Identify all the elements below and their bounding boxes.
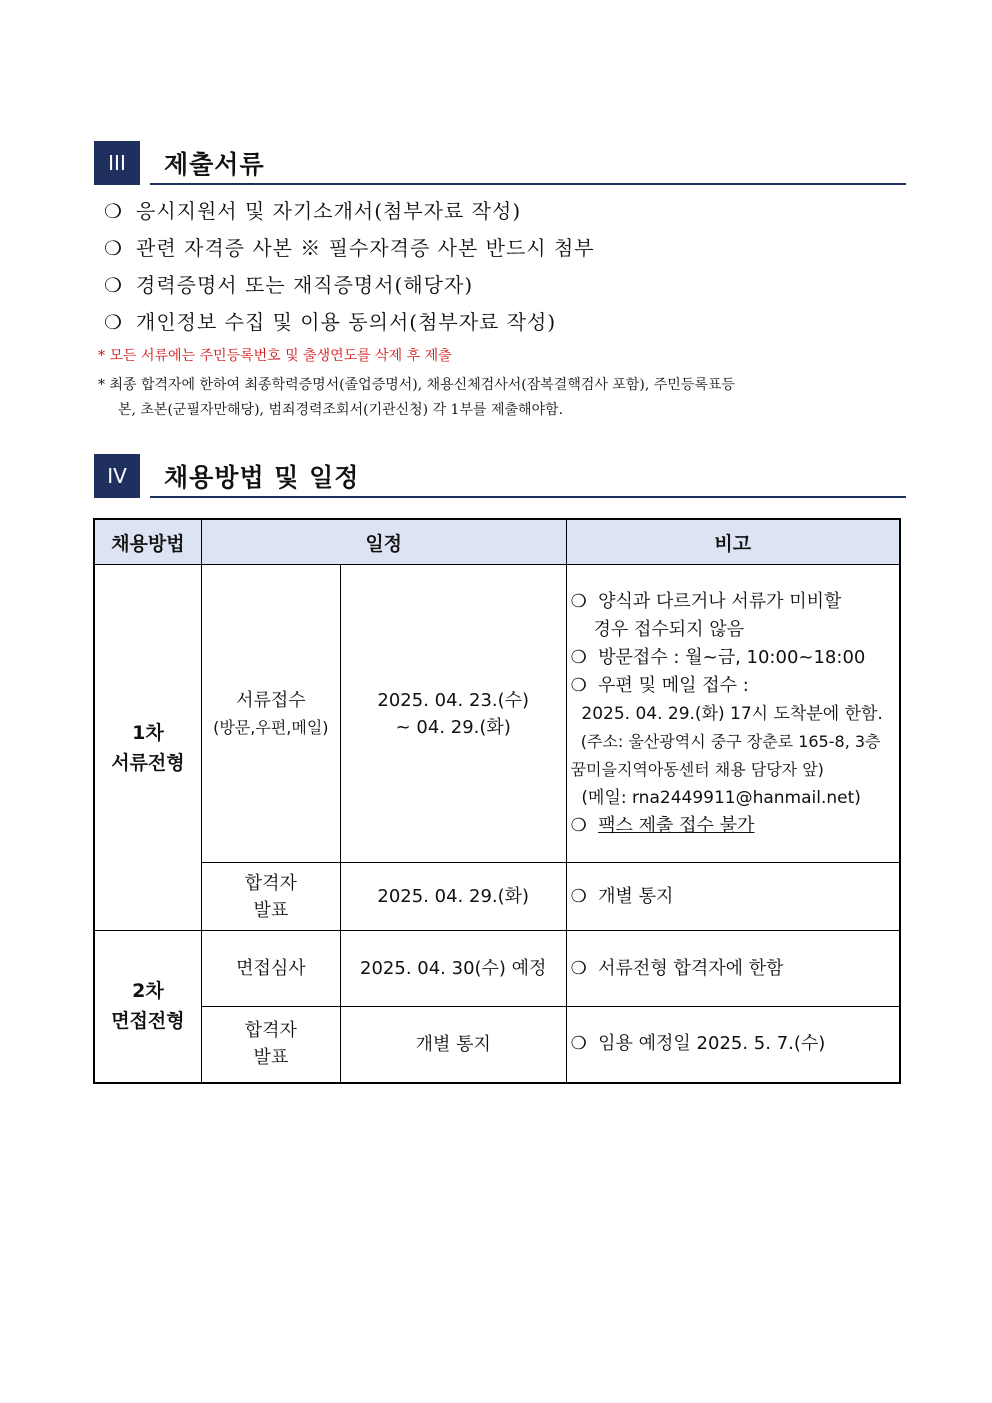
stage-label: 2차 bbox=[132, 980, 164, 1003]
header-method: 채용방법 bbox=[94, 519, 201, 565]
section-4-header bbox=[94, 454, 906, 498]
remark-line: 경우 접수되지 않음 bbox=[570, 618, 745, 640]
date-text: 2025. 04. 23.(수) bbox=[377, 689, 530, 711]
step-label: 합격자 bbox=[244, 1020, 297, 1042]
step-label: (방문,우편,메일) bbox=[213, 717, 329, 737]
date-cell: 개별 통지 bbox=[340, 1007, 566, 1083]
note-line-2: 본, 초본(군필자만해당), 범죄경력조회서(기관신청) 각 1부를 제출해야함. bbox=[118, 402, 564, 418]
document-list bbox=[104, 196, 904, 344]
list-item-text: 경력증명서 또는 재직증명서(해당자) bbox=[136, 273, 474, 297]
section-3-number: III bbox=[94, 141, 140, 185]
remark-line: ❍ 양식과 다르거나 서류가 미비할 bbox=[570, 590, 842, 612]
step-label: 발표 bbox=[253, 899, 289, 921]
stage-label: 1차 bbox=[132, 721, 164, 744]
no-fax-notice: 팩스 제출 접수 불가 bbox=[598, 814, 755, 836]
step-label: 합격자 bbox=[244, 872, 297, 894]
header-schedule: 일정 bbox=[201, 519, 566, 565]
remark-cell: ❍ 임용 예정일 2025. 5. 7.(수) bbox=[566, 1007, 900, 1083]
remark-line: (주소: 울산광역시 중구 장춘로 165-8, 3층 bbox=[570, 731, 881, 751]
section-3-title: 제출서류 bbox=[164, 150, 265, 179]
table-row bbox=[94, 565, 900, 863]
stage-label: 면접전형 bbox=[111, 1010, 185, 1033]
remark-line: ❍ 방문접수 : 월~금, 10:00~18:00 bbox=[570, 646, 866, 668]
warning-note: * 모든 서류에는 주민등록번호 및 출생연도를 삭제 후 제출 bbox=[98, 348, 452, 364]
remark-line: (메일: rna2449911@hanmail.net) bbox=[570, 787, 861, 808]
remark-cell: ❍ 서류전형 합격자에 한함 bbox=[566, 931, 900, 1007]
remark-cell bbox=[566, 565, 900, 863]
section-4-title: 채용방법 및 일정 bbox=[164, 463, 360, 492]
remark-line: 꿈미을지역아동센터 채용 담당자 앞) bbox=[570, 759, 824, 779]
remark-line: 2025. 04. 29.(화) 17시 도착분에 한함. bbox=[570, 703, 883, 724]
table-row bbox=[94, 863, 900, 931]
date-cell: 2025. 04. 30(수) 예정 bbox=[340, 931, 566, 1007]
list-item bbox=[104, 233, 904, 270]
stage-label: 서류전형 bbox=[111, 751, 185, 774]
circle-bullet-icon: ❍ bbox=[104, 236, 123, 260]
remark-line: ❍ 우편 및 메일 접수 : bbox=[570, 674, 749, 696]
step-cell: 면접심사 bbox=[201, 931, 340, 1007]
step-cell bbox=[201, 1007, 340, 1083]
table-row bbox=[94, 931, 900, 1007]
remark-line bbox=[571, 812, 897, 840]
section-3-underline bbox=[150, 183, 906, 185]
date-text: ~ 04. 29.(화) bbox=[395, 716, 511, 738]
date-cell bbox=[340, 565, 566, 863]
date-cell: 2025. 04. 29.(화) bbox=[340, 863, 566, 931]
final-documents-note bbox=[98, 373, 910, 423]
list-item bbox=[104, 307, 904, 344]
circle-bullet-icon: ❍ bbox=[104, 310, 123, 334]
circle-bullet-icon: ❍ bbox=[104, 273, 123, 297]
list-item bbox=[104, 270, 904, 307]
list-item-text: 관련 자격증 사본 ※ 필수자격증 사본 반드시 첨부 bbox=[136, 236, 595, 260]
list-item-text: 응시지원서 및 자기소개서(첨부자료 작성) bbox=[136, 199, 522, 223]
stage-1-cell bbox=[94, 565, 201, 931]
step-label: 서류접수 bbox=[236, 689, 306, 711]
step-label: 발표 bbox=[253, 1047, 289, 1069]
circle-bullet-icon: ❍ bbox=[570, 814, 587, 836]
section-4-underline bbox=[150, 496, 906, 498]
list-item bbox=[104, 196, 904, 233]
note-line-1: * 최종 합격자에 한하여 최종학력증명서(졸업증명서), 채용신체검사서(잠복결핵검사 포함), 주민등록표등 bbox=[98, 377, 735, 393]
schedule-table bbox=[93, 518, 901, 1084]
table-row bbox=[94, 1007, 900, 1083]
circle-bullet-icon: ❍ bbox=[104, 199, 123, 223]
stage-2-cell bbox=[94, 931, 201, 1083]
step-cell bbox=[201, 565, 340, 863]
header-remarks: 비고 bbox=[566, 519, 900, 565]
step-cell bbox=[201, 863, 340, 931]
section-3-header bbox=[94, 141, 906, 185]
section-4-number: IV bbox=[94, 454, 140, 498]
list-item-text: 개인정보 수집 및 이용 동의서(첨부자료 작성) bbox=[136, 310, 557, 334]
table-header-row bbox=[94, 519, 900, 565]
remark-cell: ❍ 개별 통지 bbox=[566, 863, 900, 931]
